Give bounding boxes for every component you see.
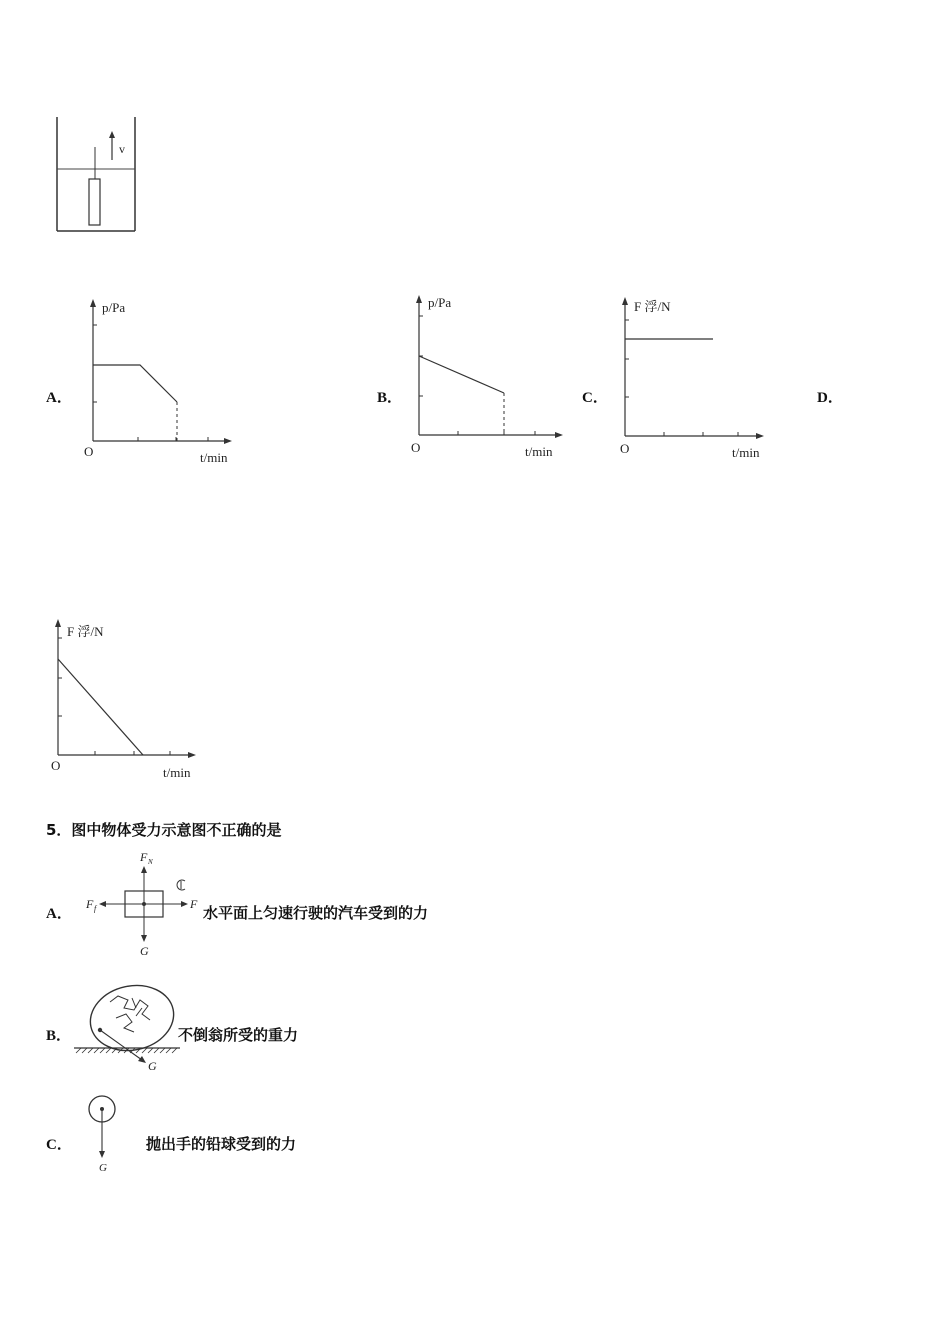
q5-option-a-label: A． xyxy=(46,906,72,922)
traction-arrowhead xyxy=(181,901,188,907)
velocity-label: v xyxy=(119,142,125,156)
q5-option-c-label: C． xyxy=(46,1137,72,1153)
normal-force-arrowhead xyxy=(141,866,147,873)
option-b-label: B． xyxy=(377,390,403,406)
y-axis-label: p/Pa xyxy=(102,300,126,315)
y-arrow xyxy=(90,299,96,307)
x-axis-label: t/min xyxy=(163,765,191,780)
option-a-label: A． xyxy=(46,390,72,406)
origin-label: O xyxy=(620,441,630,456)
graph-d xyxy=(45,610,215,785)
rod-object xyxy=(89,179,100,225)
tumbler-body xyxy=(84,978,179,1058)
tumbler-force-diagram xyxy=(72,978,182,1078)
x-axis-label: t/min xyxy=(200,450,228,465)
origin-label: O xyxy=(411,440,421,455)
x-arrow xyxy=(756,433,764,439)
q5-option-c-caption: 抛出手的铅球受到的力 xyxy=(146,1135,297,1153)
shot-put-force-diagram xyxy=(85,1092,125,1177)
gravity-label: G xyxy=(99,1162,107,1174)
friction-label: F xyxy=(86,897,94,911)
normal-force-label: F xyxy=(140,850,148,864)
graph-line xyxy=(58,659,143,755)
x-axis-label: t/min xyxy=(525,444,553,459)
origin-label: O xyxy=(84,444,94,459)
graph-line xyxy=(419,356,504,393)
gravity-label: G xyxy=(140,944,149,958)
velocity-arrowhead xyxy=(109,131,115,138)
container-figure xyxy=(50,115,145,240)
x-axis-label: t/min xyxy=(732,445,760,460)
graph-line xyxy=(93,365,177,402)
traction-label: F xyxy=(190,897,198,911)
y-axis-label: F 浮/N xyxy=(634,299,671,314)
option-c-label: C． xyxy=(582,390,608,406)
origin-label: O xyxy=(51,758,61,773)
q5-option-a-caption: 水平面上匀速行驶的汽车受到的力 xyxy=(203,904,429,922)
gravity-arrowhead xyxy=(99,1151,105,1158)
car-force-diagram xyxy=(80,845,205,960)
gravity-arrowhead xyxy=(141,935,147,942)
friction-arrowhead xyxy=(99,901,106,907)
y-arrow xyxy=(55,619,61,627)
q5-option-b-label: B． xyxy=(46,1028,72,1044)
graph-b xyxy=(405,290,575,465)
x-arrow xyxy=(188,752,196,758)
tumbler-pattern xyxy=(110,996,150,1032)
y-arrow xyxy=(416,295,422,303)
x-arrow xyxy=(224,438,232,444)
q5-option-b-caption: 不倒翁所受的重力 xyxy=(178,1026,299,1044)
normal-force-subscript: N xyxy=(148,858,153,866)
motion-direction-icon xyxy=(177,880,185,890)
question-5-title: 5．图中物体受力示意图不正确的是 xyxy=(46,821,282,839)
y-arrow xyxy=(622,297,628,305)
graph-a xyxy=(80,295,250,470)
gravity-label: G xyxy=(148,1059,157,1073)
gravity-arrowhead xyxy=(138,1056,146,1063)
friction-subscript: f xyxy=(94,904,97,913)
graph-c xyxy=(612,290,782,465)
option-d-label: D． xyxy=(817,390,843,406)
y-axis-label: F 浮/N xyxy=(67,624,104,639)
x-arrow xyxy=(555,432,563,438)
y-axis-label: p/Pa xyxy=(428,295,452,310)
